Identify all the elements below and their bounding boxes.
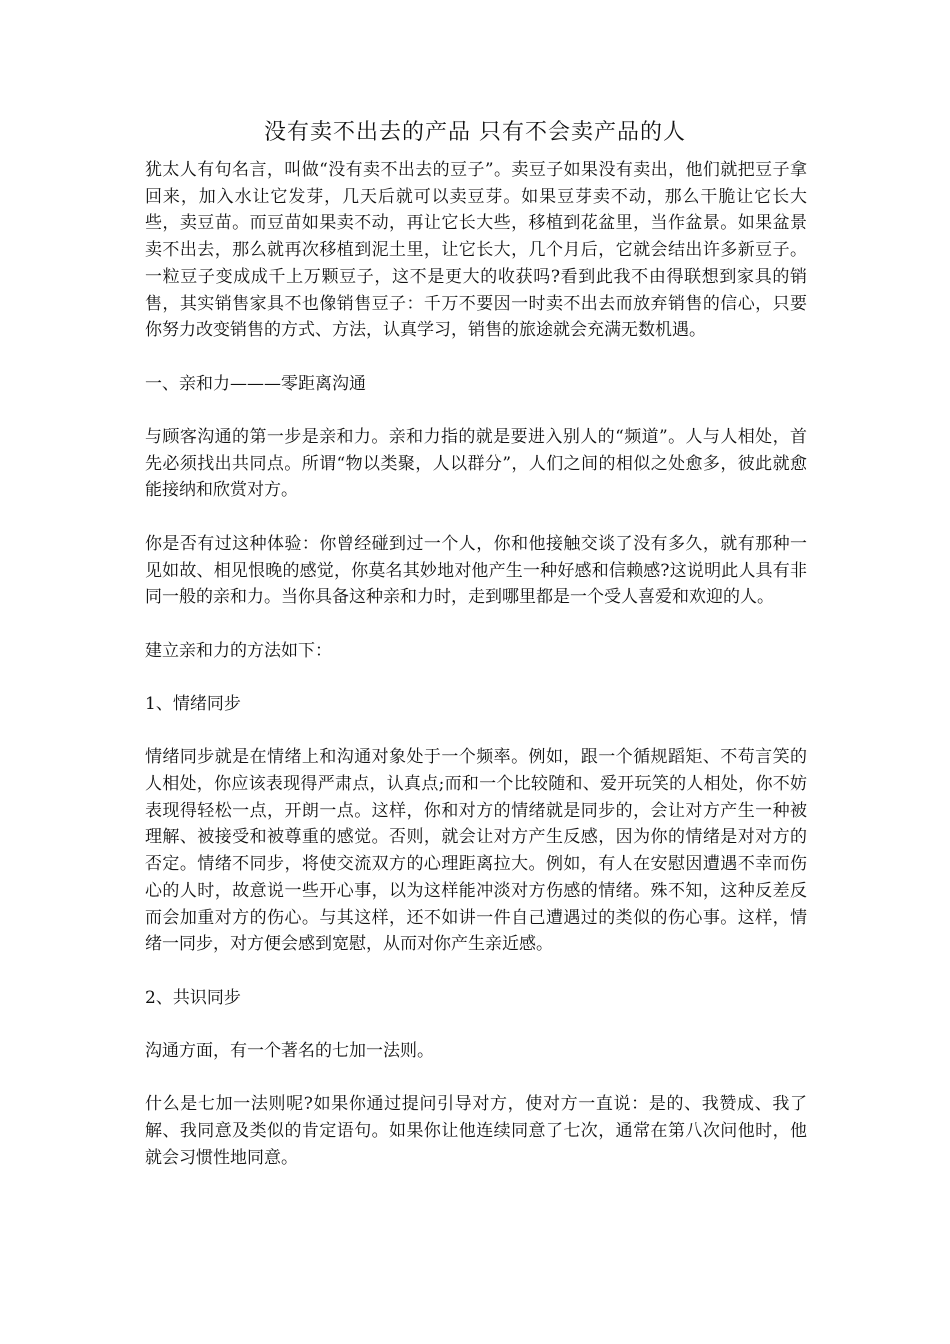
subheading-emotion-sync: 1、情绪同步 bbox=[145, 693, 241, 714]
paragraph-affinity-experience: 你是否有过这种体验：你曾经碰到过一个人，你和他接触交谈了没有多久，就有那种一见如故、相见恨晚的感觉，你莫名其妙地对他产生一种好感和信赖感?这说明此人具有非同一般的亲和力。当你具备这种亲和力时，走到哪里都是一个受人喜爱和欢迎的人。 bbox=[145, 533, 807, 608]
paragraph-methods-intro: 建立亲和力的方法如下： bbox=[145, 640, 332, 661]
paragraph-seven-plus-one-explained: 什么是七加一法则呢?如果你通过提问引导对方，使对方一直说：是的、我赞成、我了解、我同意及类似的肯定语句。如果你让他连续同意了七次，通常在第八次问他时，他就会习惯性地同意。 bbox=[145, 1094, 807, 1168]
paragraph-intro: 犹太人有句名言，叫做“没有卖不出去的豆子”。卖豆子如果没有卖出，他们就把豆子拿回来，加入水让它发芽，几天后就可以卖豆芽。如果豆芽卖不动，那么干脆让它长大些，卖豆苗。而豆苗如果卖不动，再让它长大些，移植到花盆里，当作盆景。如果盆景卖不出去，那么就再次移植到泥土里，让它长大，几个月后，它就会结出许多新豆子。一粒豆子变成成千上万颗豆子，这不是更大的收获吗?看到此我不由得联想到家具的销售，其实销售家具不也像销售豆子：千万不要因一时卖不出去而放弃销售的信心，只要你努力改变销售的方式、方法，认真学习，销售的旅途就会充满无数机遇。 bbox=[145, 160, 807, 341]
document-body bbox=[145, 157, 807, 1198]
section-heading-affinity: 一、亲和力———零距离沟通 bbox=[145, 373, 366, 394]
paragraph-emotion-sync: 情绪同步就是在情绪上和沟通对象处于一个频率。例如，跟一个循规蹈矩、不苟言笑的人相处，你应该表现得严肃点，认真点;而和一个比较随和、爱开玩笑的人相处，你不妨表现得轻松一点，开朗一点。这样，你和对方的情绪就是同步的，会让对方产生一种被理解、被接受和被尊重的感觉。否则，就会让对方产生反感，因为你的情绪是对对方的否定。情绪不同步，将使交流双方的心理距离拉大。例如，有人在安慰因遭遇不幸而伤心的人时，故意说一些开心事，以为这样能冲淡对方伤感的情绪。殊不知，这种反差反而会加重对方的伤心。与其这样，还不如讲一件自己遭遇过的类似的伤心事。这样，情绪一同步，对方便会感到宽慰，从而对你产生亲近感。 bbox=[145, 747, 807, 955]
document-title: 没有卖不出去的产品 只有不会卖产品的人 bbox=[264, 120, 686, 145]
subheading-consensus-sync: 2、共识同步 bbox=[145, 987, 241, 1008]
paragraph-seven-plus-one: 沟通方面，有一个著名的七加一法则。 bbox=[145, 1041, 434, 1062]
paragraph-affinity-definition: 与顾客沟通的第一步是亲和力。亲和力指的就是要进入别人的“频道”。人与人相处，首先必须找出共同点。所谓“物以类聚，人以群分”，人们之间的相似之处愈多，彼此就愈能接纳和欣赏对方。 bbox=[145, 427, 807, 501]
